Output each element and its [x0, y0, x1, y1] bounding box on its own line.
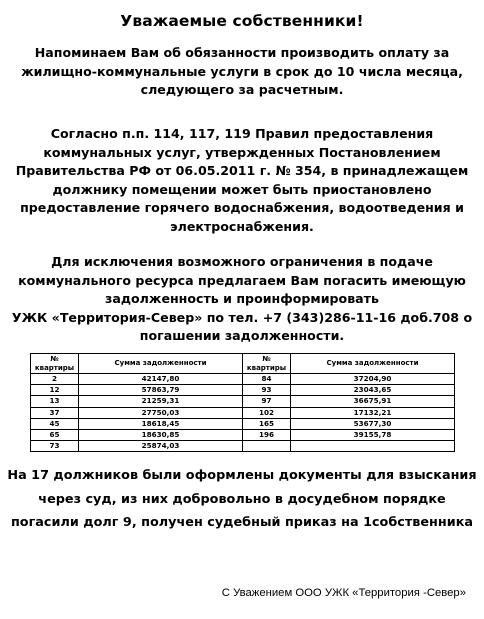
- debt-amount: 23043,65: [291, 385, 455, 396]
- debt-amount: 57863,79: [79, 385, 243, 396]
- debt-amount: 27750,03: [79, 407, 243, 418]
- debt-amount: 18630,85: [79, 429, 243, 440]
- payment-reminder-paragraph: Напоминаем Вам об обязанности производить оплату за жилищно-коммунальные услуги в срок до 10 числа месяца, следующего за расчетным.: [21, 45, 463, 98]
- debt-amount: 42147,80: [79, 374, 243, 385]
- repayment-request-text: Для исключения возможного ограничения в подаче коммунального ресурса предлагаем Вам погасить имеющую задолженность и проинформировать: [18, 254, 466, 307]
- contact-info-text: УЖК «Территория-Север» по тел. +7 (343)286-11-16 доб.708 о погашении задолженности.: [11, 309, 473, 344]
- column-header-debt: Сумма задолженности: [291, 354, 455, 374]
- column-header-apartment: № квартиры: [31, 354, 79, 374]
- column-header-apartment: № квартиры: [243, 354, 291, 374]
- apartment-number: 12: [31, 385, 79, 396]
- apartment-number: [243, 441, 291, 452]
- apartment-number: 102: [243, 407, 291, 418]
- apartment-number: 84: [243, 374, 291, 385]
- table-row: [31, 385, 455, 396]
- debt-amount: 37204,90: [291, 374, 455, 385]
- table-row: [31, 429, 455, 440]
- debt-amount: 36675,91: [291, 396, 455, 407]
- apartment-number: 13: [31, 396, 79, 407]
- table-row: [31, 441, 455, 452]
- signature: С Уважением ООО УЖК «Территория -Север»: [221, 587, 466, 599]
- court-proceedings-paragraph: На 17 должников были оформлены документы для взыскания через суд, из них добровольно в досудебном порядке погасили долг 9, получен судебный приказ на 1собственника: [7, 468, 477, 530]
- debt-amount: 25874,03: [79, 441, 243, 452]
- apartment-number: 45: [31, 418, 79, 429]
- apartment-number: 93: [243, 385, 291, 396]
- apartment-number: 165: [243, 418, 291, 429]
- debt-amount: 17132,21: [291, 407, 455, 418]
- apartment-number: 65: [31, 429, 79, 440]
- debt-amount: 39155,78: [291, 429, 455, 440]
- debt-amount: 18618,45: [79, 418, 243, 429]
- debt-amount: 21259,31: [79, 396, 243, 407]
- apartment-number: 97: [243, 396, 291, 407]
- notice-title: Уважаемые собственники!: [120, 12, 364, 30]
- table-row: [31, 407, 455, 418]
- table-row: [31, 374, 455, 385]
- table-row: [31, 396, 455, 407]
- column-header-debt: Сумма задолженности: [79, 354, 243, 374]
- apartment-number: 73: [31, 441, 79, 452]
- debt-amount: 53677,30: [291, 418, 455, 429]
- legal-basis-paragraph: Согласно п.п. 114, 117, 119 Правил предоставления коммунальных услуг, утвержденных Постановлением Правительства РФ от 06.05.2011 г. № 354, в принадлежащем должнику помещении может быть приостановлено предоставление горячего водоснабжения, водоотведения и электроснабжения.: [15, 126, 469, 234]
- debt-repayment-request-paragraph: [6, 253, 478, 346]
- apartment-number: 37: [31, 407, 79, 418]
- table-row: [31, 418, 455, 429]
- apartment-number: 2: [31, 374, 79, 385]
- apartment-number: 196: [243, 429, 291, 440]
- debtors-table: [30, 353, 455, 452]
- table-header-row: [31, 354, 455, 374]
- debt-amount: [291, 441, 455, 452]
